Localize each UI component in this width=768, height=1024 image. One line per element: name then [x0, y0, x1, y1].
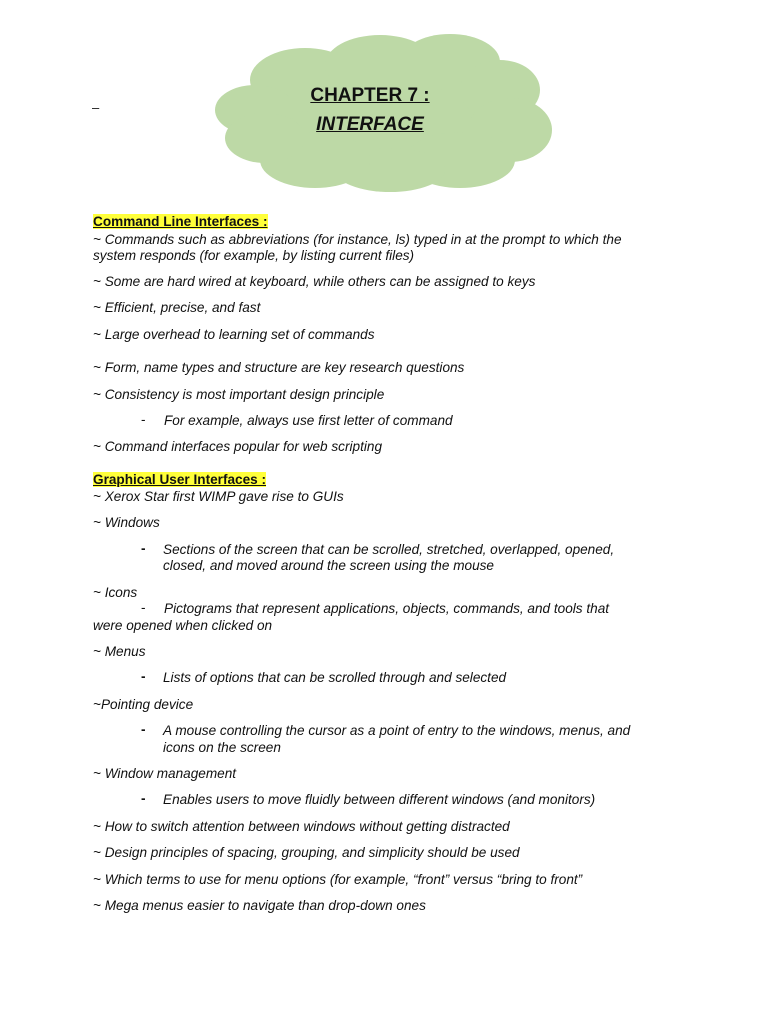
cli-line-1a: ~ Commands such as abbreviations (for instance, ls) typed in at the prompt to which the	[93, 232, 622, 247]
cli-line-6: ~ Consistency is most important design principle	[93, 387, 385, 402]
gui-line-4: ~ Menus	[93, 644, 146, 659]
cli-line-2: ~ Some are hard wired at keyboard, while others can be assigned to keys	[93, 274, 536, 289]
gui-dash-pointing: -	[141, 722, 146, 737]
gui-line-3-sub-a: Pictograms that represent applications, objects, commands, and tools that	[164, 601, 610, 616]
gui-line-2-sub-b: closed, and moved around the screen using the mouse	[163, 558, 494, 573]
gui-line-1: ~ Xerox Star first WIMP gave rise to GUIs	[93, 489, 344, 504]
cli-sub-dash: -	[141, 412, 146, 427]
chapter-subtitle: INTERFACE	[316, 114, 424, 135]
gui-line-4-sub: Lists of options that can be scrolled through and selected	[163, 670, 507, 685]
gui-line-7: ~ How to switch attention between windows without getting distracted	[93, 819, 510, 834]
gui-line-2: ~ Windows	[93, 515, 160, 530]
cli-line-3: ~ Efficient, precise, and fast	[93, 300, 261, 315]
gui-heading: Graphical User Interfaces :	[93, 472, 267, 487]
gui-line-5-sub-b: icons on the screen	[163, 740, 281, 755]
chapter-heading: CHAPTER 7 :	[310, 85, 430, 106]
gui-dash-windows: -	[141, 541, 146, 556]
gui-dash-icons: -	[141, 600, 146, 615]
stray-mark: –	[92, 100, 100, 115]
cli-line-5: ~ Form, name types and structure are key research questions	[93, 360, 465, 375]
gui-dash-menus: -	[141, 669, 146, 684]
cli-line-6-sub: For example, always use first letter of command	[164, 413, 453, 428]
cli-line-7: ~ Command interfaces popular for web scripting	[93, 439, 383, 454]
gui-line-2-sub-a: Sections of the screen that can be scrolled, stretched, overlapped, opened,	[163, 542, 615, 557]
cli-line-4: ~ Large overhead to learning set of commands	[93, 327, 375, 342]
gui-line-5-sub-a: A mouse controlling the cursor as a point of entry to the windows, menus, and	[163, 723, 631, 738]
gui-line-9: ~ Which terms to use for menu options (for example, “front” versus “bring to front”	[93, 872, 583, 887]
gui-line-3-sub-b: were opened when clicked on	[93, 618, 273, 633]
gui-line-5: ~Pointing device	[93, 697, 194, 712]
gui-line-8: ~ Design principles of spacing, grouping, and simplicity should be used	[93, 845, 520, 860]
gui-dash-window-mgmt: -	[141, 791, 146, 806]
cli-line-1b: system responds (for example, by listing current files)	[93, 248, 415, 263]
gui-line-10: ~ Mega menus easier to navigate than drop-down ones	[93, 898, 426, 913]
gui-line-3: ~ Icons	[93, 585, 138, 600]
cli-heading: Command Line Interfaces :	[93, 214, 268, 229]
gui-line-6: ~ Window management	[93, 766, 237, 781]
gui-line-6-sub: Enables users to move fluidly between different windows (and monitors)	[163, 792, 596, 807]
chapter-title	[268, 82, 472, 140]
